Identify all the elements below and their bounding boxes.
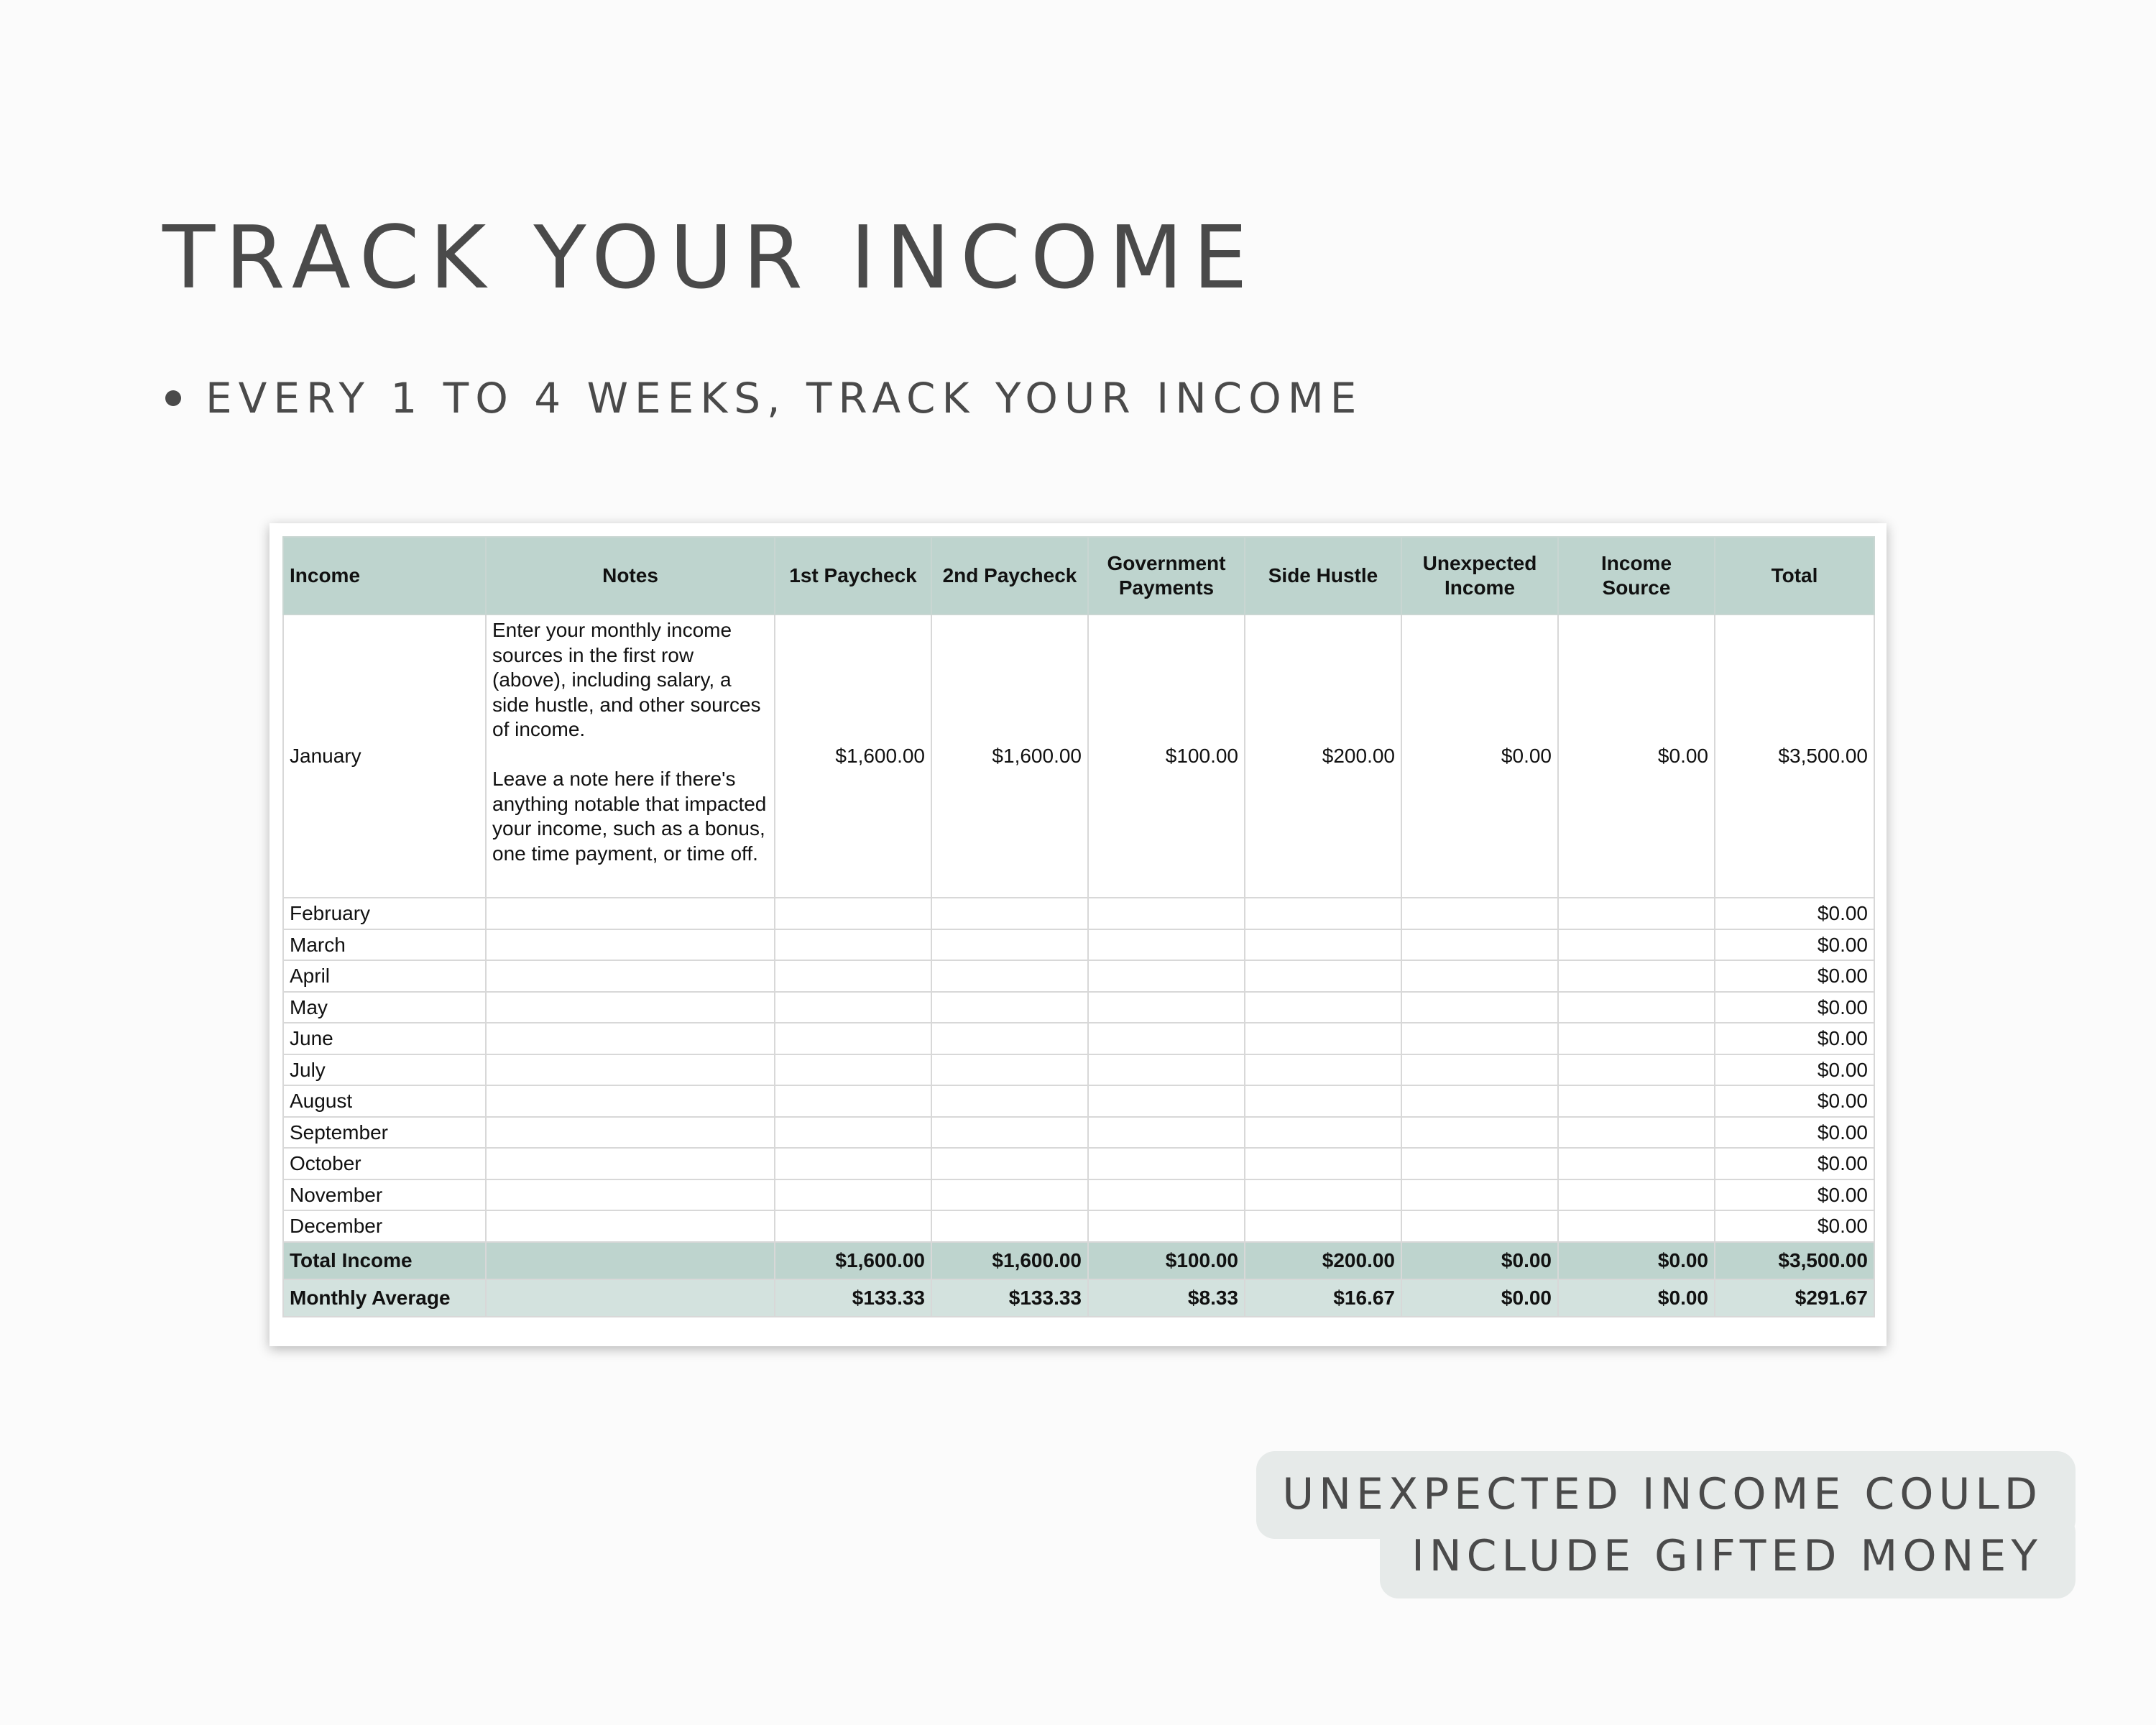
total-2nd-paycheck[interactable]: $1,600.00 (931, 1242, 1088, 1279)
cell-total[interactable]: $0.00 (1715, 1023, 1874, 1054)
cell-side-hustle[interactable] (1245, 992, 1401, 1024)
bullet-text: EVERY 1 TO 4 WEEKS, TRACK YOUR INCOME (206, 374, 1363, 423)
cell-government-payments[interactable] (1088, 1210, 1245, 1242)
avg-1st-paycheck[interactable]: $133.33 (775, 1279, 931, 1317)
cell-total[interactable]: $0.00 (1715, 1148, 1874, 1179)
table-row (283, 992, 1874, 1024)
cell-income-source[interactable] (1558, 1148, 1715, 1179)
cell-2nd-paycheck[interactable] (931, 1179, 1088, 1211)
month-cell[interactable]: February (283, 898, 486, 929)
notes-cell[interactable] (486, 960, 775, 992)
cell-income-source[interactable] (1558, 898, 1715, 929)
cell-side-hustle[interactable] (1245, 1023, 1401, 1054)
avg-2nd-paycheck[interactable]: $133.33 (931, 1279, 1088, 1317)
month-cell[interactable]: September (283, 1117, 486, 1149)
notes-cell[interactable] (486, 1117, 775, 1149)
cell-government-payments[interactable] (1088, 1117, 1245, 1149)
cell-total[interactable]: $0.00 (1715, 1054, 1874, 1086)
table-row-january (283, 615, 1874, 898)
cell-income-source[interactable] (1558, 992, 1715, 1024)
cell-1st-paycheck[interactable] (775, 898, 931, 929)
cell-1st-paycheck[interactable] (775, 1210, 931, 1242)
notes-cell[interactable]: Enter your monthly income sources in the first row (above), including salary, a side hustle, and other sources of income. Leave a note here if there's anything notable that impacted your income, such as a bonus, one time payment, or time off. (486, 615, 775, 898)
notes-cell[interactable] (486, 992, 775, 1024)
cell-side-hustle[interactable] (1245, 1210, 1401, 1242)
cell-government-payments[interactable] (1088, 1054, 1245, 1086)
cell-income-source[interactable] (1558, 1054, 1715, 1086)
avg-government-payments[interactable]: $8.33 (1088, 1279, 1245, 1317)
cell-income-source[interactable] (1558, 1023, 1715, 1054)
table-row (283, 1085, 1874, 1117)
notes-cell[interactable] (486, 1179, 775, 1211)
total-income-notes[interactable] (486, 1242, 775, 1279)
income-table (282, 536, 1875, 1317)
cell-unexpected-income[interactable] (1401, 992, 1558, 1024)
cell-1st-paycheck[interactable] (775, 1148, 931, 1179)
month-cell[interactable]: July (283, 1054, 486, 1086)
monthly-average-label[interactable]: Monthly Average (283, 1279, 486, 1317)
table-row (283, 1210, 1874, 1242)
month-cell[interactable]: October (283, 1148, 486, 1179)
cell-1st-paycheck[interactable] (775, 929, 931, 961)
cell-2nd-paycheck[interactable] (931, 1210, 1088, 1242)
cell-unexpected-income[interactable]: $0.00 (1401, 615, 1558, 898)
cell-1st-paycheck[interactable] (775, 1179, 931, 1211)
header-government-payments[interactable]: Government Payments (1088, 537, 1245, 615)
month-cell[interactable]: November (283, 1179, 486, 1211)
bullet-point (165, 374, 1363, 423)
cell-government-payments[interactable] (1088, 1148, 1245, 1179)
page-title: TRACK YOUR INCOME (162, 208, 1258, 308)
cell-side-hustle[interactable] (1245, 1148, 1401, 1179)
monthly-average-row (283, 1279, 1874, 1317)
tip-text-line1: UNEXPECTED INCOME COULD (1282, 1469, 2042, 1519)
month-cell[interactable]: August (283, 1085, 486, 1117)
cell-total[interactable]: $0.00 (1715, 929, 1874, 961)
cell-total[interactable]: $0.00 (1715, 1179, 1874, 1211)
total-income-label[interactable]: Total Income (283, 1242, 486, 1279)
table-row (283, 960, 1874, 992)
total-side-hustle[interactable]: $200.00 (1245, 1242, 1401, 1279)
cell-government-payments[interactable] (1088, 929, 1245, 961)
tip-text-line2: INCLUDE GIFTED MONEY (1411, 1531, 2042, 1581)
cell-2nd-paycheck[interactable] (931, 1085, 1088, 1117)
cell-unexpected-income[interactable] (1401, 929, 1558, 961)
cell-income-source[interactable] (1558, 1210, 1715, 1242)
cell-income-source[interactable] (1558, 929, 1715, 961)
cell-income-source[interactable]: $0.00 (1558, 615, 1715, 898)
avg-side-hustle[interactable]: $16.67 (1245, 1279, 1401, 1317)
cell-government-payments[interactable] (1088, 1179, 1245, 1211)
cell-unexpected-income[interactable] (1401, 1210, 1558, 1242)
month-cell[interactable]: April (283, 960, 486, 992)
cell-government-payments[interactable] (1088, 1023, 1245, 1054)
table-row (283, 1148, 1874, 1179)
bullet-dot-icon (165, 390, 181, 406)
header-income[interactable]: Income (283, 537, 486, 615)
cell-unexpected-income[interactable] (1401, 1117, 1558, 1149)
cell-unexpected-income[interactable] (1401, 960, 1558, 992)
cell-total[interactable]: $0.00 (1715, 898, 1874, 929)
total-unexpected-income[interactable]: $0.00 (1401, 1242, 1558, 1279)
cell-total[interactable]: $0.00 (1715, 1085, 1874, 1117)
cell-side-hustle[interactable] (1245, 960, 1401, 992)
cell-1st-paycheck[interactable] (775, 960, 931, 992)
cell-unexpected-income[interactable] (1401, 1179, 1558, 1211)
cell-side-hustle[interactable]: $200.00 (1245, 615, 1401, 898)
cell-1st-paycheck[interactable] (775, 1085, 931, 1117)
cell-2nd-paycheck[interactable]: $1,600.00 (931, 615, 1088, 898)
cell-2nd-paycheck[interactable] (931, 1117, 1088, 1149)
cell-side-hustle[interactable] (1245, 1085, 1401, 1117)
cell-unexpected-income[interactable] (1401, 1148, 1558, 1179)
cell-unexpected-income[interactable] (1401, 1054, 1558, 1086)
notes-cell[interactable] (486, 898, 775, 929)
cell-1st-paycheck[interactable]: $1,600.00 (775, 615, 931, 898)
avg-unexpected-income[interactable]: $0.00 (1401, 1279, 1558, 1317)
total-government-payments[interactable]: $100.00 (1088, 1242, 1245, 1279)
avg-total[interactable]: $291.67 (1715, 1279, 1874, 1317)
cell-income-source[interactable] (1558, 1117, 1715, 1149)
table-row (283, 1179, 1874, 1211)
cell-2nd-paycheck[interactable] (931, 1023, 1088, 1054)
month-cell[interactable]: December (283, 1210, 486, 1242)
notes-cell[interactable] (486, 1148, 775, 1179)
cell-2nd-paycheck[interactable] (931, 1054, 1088, 1086)
notes-cell[interactable] (486, 1210, 775, 1242)
cell-side-hustle[interactable] (1245, 1117, 1401, 1149)
notes-cell[interactable] (486, 929, 775, 961)
total-income-row (283, 1242, 1874, 1279)
cell-2nd-paycheck[interactable] (931, 898, 1088, 929)
cell-income-source[interactable] (1558, 960, 1715, 992)
month-cell[interactable]: March (283, 929, 486, 961)
cell-government-payments[interactable] (1088, 960, 1245, 992)
month-cell[interactable]: January (283, 615, 486, 898)
header-2nd-paycheck[interactable]: 2nd Paycheck (931, 537, 1088, 615)
total-total[interactable]: $3,500.00 (1715, 1242, 1874, 1279)
cell-government-payments[interactable] (1088, 992, 1245, 1024)
cell-side-hustle[interactable] (1245, 1179, 1401, 1211)
table-row (283, 898, 1874, 929)
header-income-source[interactable]: Income Source (1558, 537, 1715, 615)
header-row (283, 537, 1874, 615)
header-notes[interactable]: Notes (486, 537, 775, 615)
cell-2nd-paycheck[interactable] (931, 960, 1088, 992)
cell-unexpected-income[interactable] (1401, 1023, 1558, 1054)
cell-total[interactable]: $3,500.00 (1715, 615, 1874, 898)
cell-1st-paycheck[interactable] (775, 1117, 931, 1149)
header-unexpected-income[interactable]: Unexpected Income (1401, 537, 1558, 615)
cell-government-payments[interactable] (1088, 1085, 1245, 1117)
cell-total[interactable]: $0.00 (1715, 1210, 1874, 1242)
table-row (283, 1117, 1874, 1149)
header-total[interactable]: Total (1715, 537, 1874, 615)
cell-government-payments[interactable] (1088, 898, 1245, 929)
cell-government-payments[interactable]: $100.00 (1088, 615, 1245, 898)
notes-cell[interactable] (486, 1023, 775, 1054)
avg-income-source[interactable]: $0.00 (1558, 1279, 1715, 1317)
header-side-hustle[interactable]: Side Hustle (1245, 537, 1401, 615)
notes-cell[interactable] (486, 1085, 775, 1117)
cell-side-hustle[interactable] (1245, 929, 1401, 961)
cell-2nd-paycheck[interactable] (931, 992, 1088, 1024)
monthly-average-notes[interactable] (486, 1279, 775, 1317)
cell-income-source[interactable] (1558, 1179, 1715, 1211)
cell-2nd-paycheck[interactable] (931, 1148, 1088, 1179)
cell-2nd-paycheck[interactable] (931, 929, 1088, 961)
total-income-source[interactable]: $0.00 (1558, 1242, 1715, 1279)
table-row (283, 1054, 1874, 1086)
header-1st-paycheck[interactable]: 1st Paycheck (775, 537, 931, 615)
cell-total[interactable]: $0.00 (1715, 960, 1874, 992)
cell-1st-paycheck[interactable] (775, 1023, 931, 1054)
cell-unexpected-income[interactable] (1401, 898, 1558, 929)
table-row (283, 1023, 1874, 1054)
cell-1st-paycheck[interactable] (775, 1054, 931, 1086)
cell-total[interactable]: $0.00 (1715, 1117, 1874, 1149)
cell-1st-paycheck[interactable] (775, 992, 931, 1024)
cell-income-source[interactable] (1558, 1085, 1715, 1117)
cell-side-hustle[interactable] (1245, 898, 1401, 929)
spreadsheet-card (270, 523, 1886, 1346)
total-1st-paycheck[interactable]: $1,600.00 (775, 1242, 931, 1279)
month-cell[interactable]: May (283, 992, 486, 1024)
cell-unexpected-income[interactable] (1401, 1085, 1558, 1117)
cell-side-hustle[interactable] (1245, 1054, 1401, 1086)
notes-cell[interactable] (486, 1054, 775, 1086)
month-cell[interactable]: June (283, 1023, 486, 1054)
table-row (283, 929, 1874, 961)
cell-total[interactable]: $0.00 (1715, 992, 1874, 1024)
